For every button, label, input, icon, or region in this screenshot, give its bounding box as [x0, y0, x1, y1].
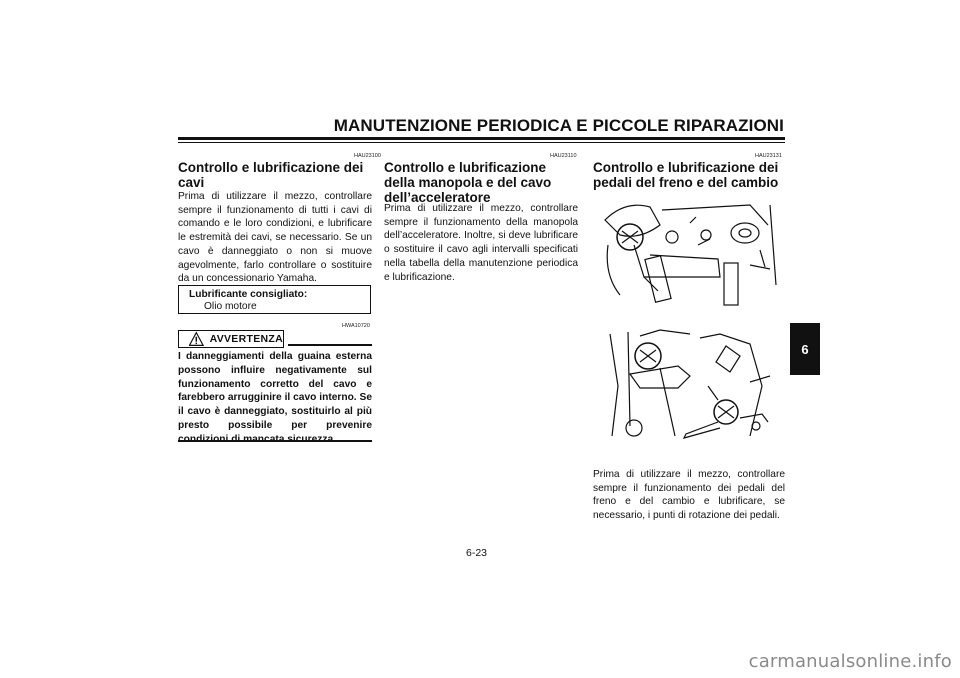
section-body-throttle: Prima di utilizzare il mezzo, controllare sempre il funzionamento della manopola dell’acceleratore. Inoltre, si deve lubrificare o sostituire il cavo agli intervalli specificati nella tabella della manutenzione periodica e lubrificazione.	[384, 203, 578, 283]
warning-rule	[288, 344, 372, 346]
header-rule	[178, 137, 785, 140]
page-number: 6-23	[466, 547, 488, 559]
page-title: MANUTENZIONE PERIODICA E PICCOLE RIPARAZIONI	[333, 116, 784, 135]
section-heading-cables: Controllo e lubrificazione dei cavi	[178, 160, 364, 190]
shift-pedal-illustration	[600, 326, 780, 442]
section-heading-throttle: Controllo e lubrificazione della manopola e del cavo dell’acceleratore	[384, 160, 552, 205]
lubricant-value: Olio motore	[204, 301, 257, 312]
lubricant-box	[178, 285, 371, 314]
warning-rule-bottom	[178, 440, 372, 442]
section-body-pedals: Prima di utilizzare il mezzo, controllare sempre il funzionamento dei pedali del freno e del cambio e lubrificare, se necessario, i punti di rotazione dei pedali.	[593, 469, 785, 522]
section-code: HAU23100	[354, 153, 381, 159]
section-heading-pedals: Controllo e lubrificazione dei pedali del freno e del cambio	[593, 160, 779, 190]
warning-text: I danneggiamenti della guaina esterna possono influire negativamente sul funzionamento corretto del cavo e farebbero arrugginire il cavo interno. Se il cavo è danneggiato, sostituirlo al più presto possibile per prevenire	[178, 351, 372, 431]
warning-badge	[178, 330, 284, 348]
watermark: carmanualsonline.info	[748, 651, 952, 672]
lubricant-title: Lubrificante consigliato:	[189, 289, 308, 300]
chapter-tab: 6	[790, 323, 820, 375]
section-code: HAU23110	[550, 153, 577, 159]
brake-pedal-illustration	[600, 195, 778, 315]
warning-code: HWA10720	[342, 323, 370, 329]
section-body-cables: Prima di utilizzare il mezzo, controllare sempre il funzionamento di tutti i cavi di comando e le loro condizioni, e lubrificare le estremità dei cavi, se necessario. Se un cavo è danneggiato o non si muove agevolmente, farlo controllare o sostituire da un concessionario Yamaha.	[178, 191, 372, 285]
header-rule-thin	[178, 142, 785, 143]
warning-triangle-icon	[189, 331, 204, 347]
section-code: HAU23131	[755, 153, 782, 159]
warning-label: AVVERTENZA	[209, 333, 283, 345]
